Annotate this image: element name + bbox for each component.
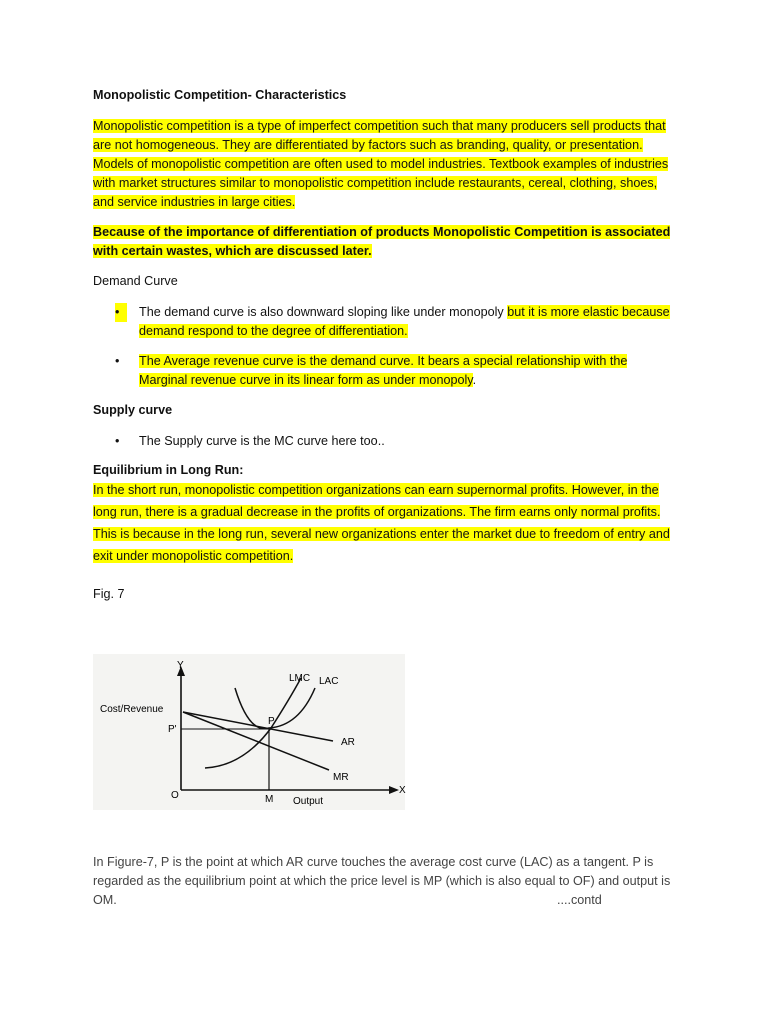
list-item [93, 303, 678, 341]
cost-revenue-diagram [93, 654, 405, 810]
x-axis-arrow-label: X [399, 785, 406, 796]
bullet-icon: • [115, 434, 120, 448]
demand-heading: Demand Curve [93, 274, 178, 288]
demand-bullet-1-highlight: but it is more elastic because demand respond to the degree of differentiation. [139, 305, 670, 338]
ar-label: AR [341, 737, 355, 748]
continued-marker: ....contd [557, 893, 602, 907]
p-label: P [268, 716, 275, 727]
y-axis-label: Y [177, 660, 184, 671]
supply-heading: Supply curve [93, 403, 173, 417]
intro-paragraph [93, 117, 678, 212]
demand-list [93, 303, 678, 390]
figure-label: Fig. 7 [93, 587, 125, 601]
supply-list [93, 432, 678, 451]
mr-label: MR [333, 772, 349, 783]
list-item [93, 352, 678, 390]
document-body [93, 86, 678, 604]
figure-caption [93, 853, 678, 910]
page-title: Monopolistic Competition- Characteristics [93, 88, 347, 102]
bullet-icon: • [115, 303, 127, 322]
lac-label: LAC [319, 676, 339, 687]
equilibrium-paragraph [93, 479, 678, 567]
wastes-note [93, 223, 678, 261]
cost-revenue-label: Cost/Revenue [100, 704, 164, 715]
caption-text: In Figure-7, P is the point at which AR curve touches the average cost curve (LAC) as a tangent. P is regarded as the equilibrium point at which the price level is MP (which is also equal to OF) and output is OM. [93, 855, 671, 907]
list-item [93, 432, 678, 451]
figure-7-diagram [93, 654, 405, 810]
demand-bullet-2-highlight: The Average revenue curve is the demand curve. It bears a special relationship with the Marginal revenue curve in its linear form as under monopoly [139, 354, 628, 387]
output-label: Output [293, 796, 324, 807]
equilibrium-heading: Equilibrium in Long Run: [93, 463, 244, 477]
supply-bullet-1: The Supply curve is the MC curve here too.. [139, 434, 385, 448]
m-label: M [265, 794, 274, 805]
equilibrium-text: In the short run, monopolistic competition organizations can earn supernormal profits. However, in the long run, there is a gradual decrease in the profits of organizations. The firm earns only normal profits. This is because in the long run, several new organizations enter the market due to freedom of entry and exit under monopolistic competition. [93, 483, 670, 563]
p-prime-label: P' [168, 724, 177, 735]
intro-text: Monopolistic competition is a type of imperfect competition such that many producers sell products that are not homogeneous. They are differentiated by factors such as branding, quality, or presentation. Models of monopolistic competition are often used to model industries. Textbook examples of industries with market structures similar to monopolistic competition include restaurants, cereal, clothing, shoes, and service industries in large cities. [93, 119, 669, 209]
origin-label: O [171, 790, 179, 801]
demand-bullet-2-end: . [472, 373, 477, 387]
lmc-label: LMC [289, 673, 311, 684]
mr-line [183, 712, 329, 770]
bullet-icon: • [115, 354, 120, 368]
ar-line [183, 712, 333, 741]
x-axis-arrow-icon [389, 786, 399, 794]
demand-bullet-1-plain: The demand curve is also downward sloping like under monopoly [139, 305, 508, 319]
wastes-note-text: Because of the importance of differentiation of products Monopolistic Competition is associated with certain wastes, which are discussed later. [93, 225, 671, 258]
